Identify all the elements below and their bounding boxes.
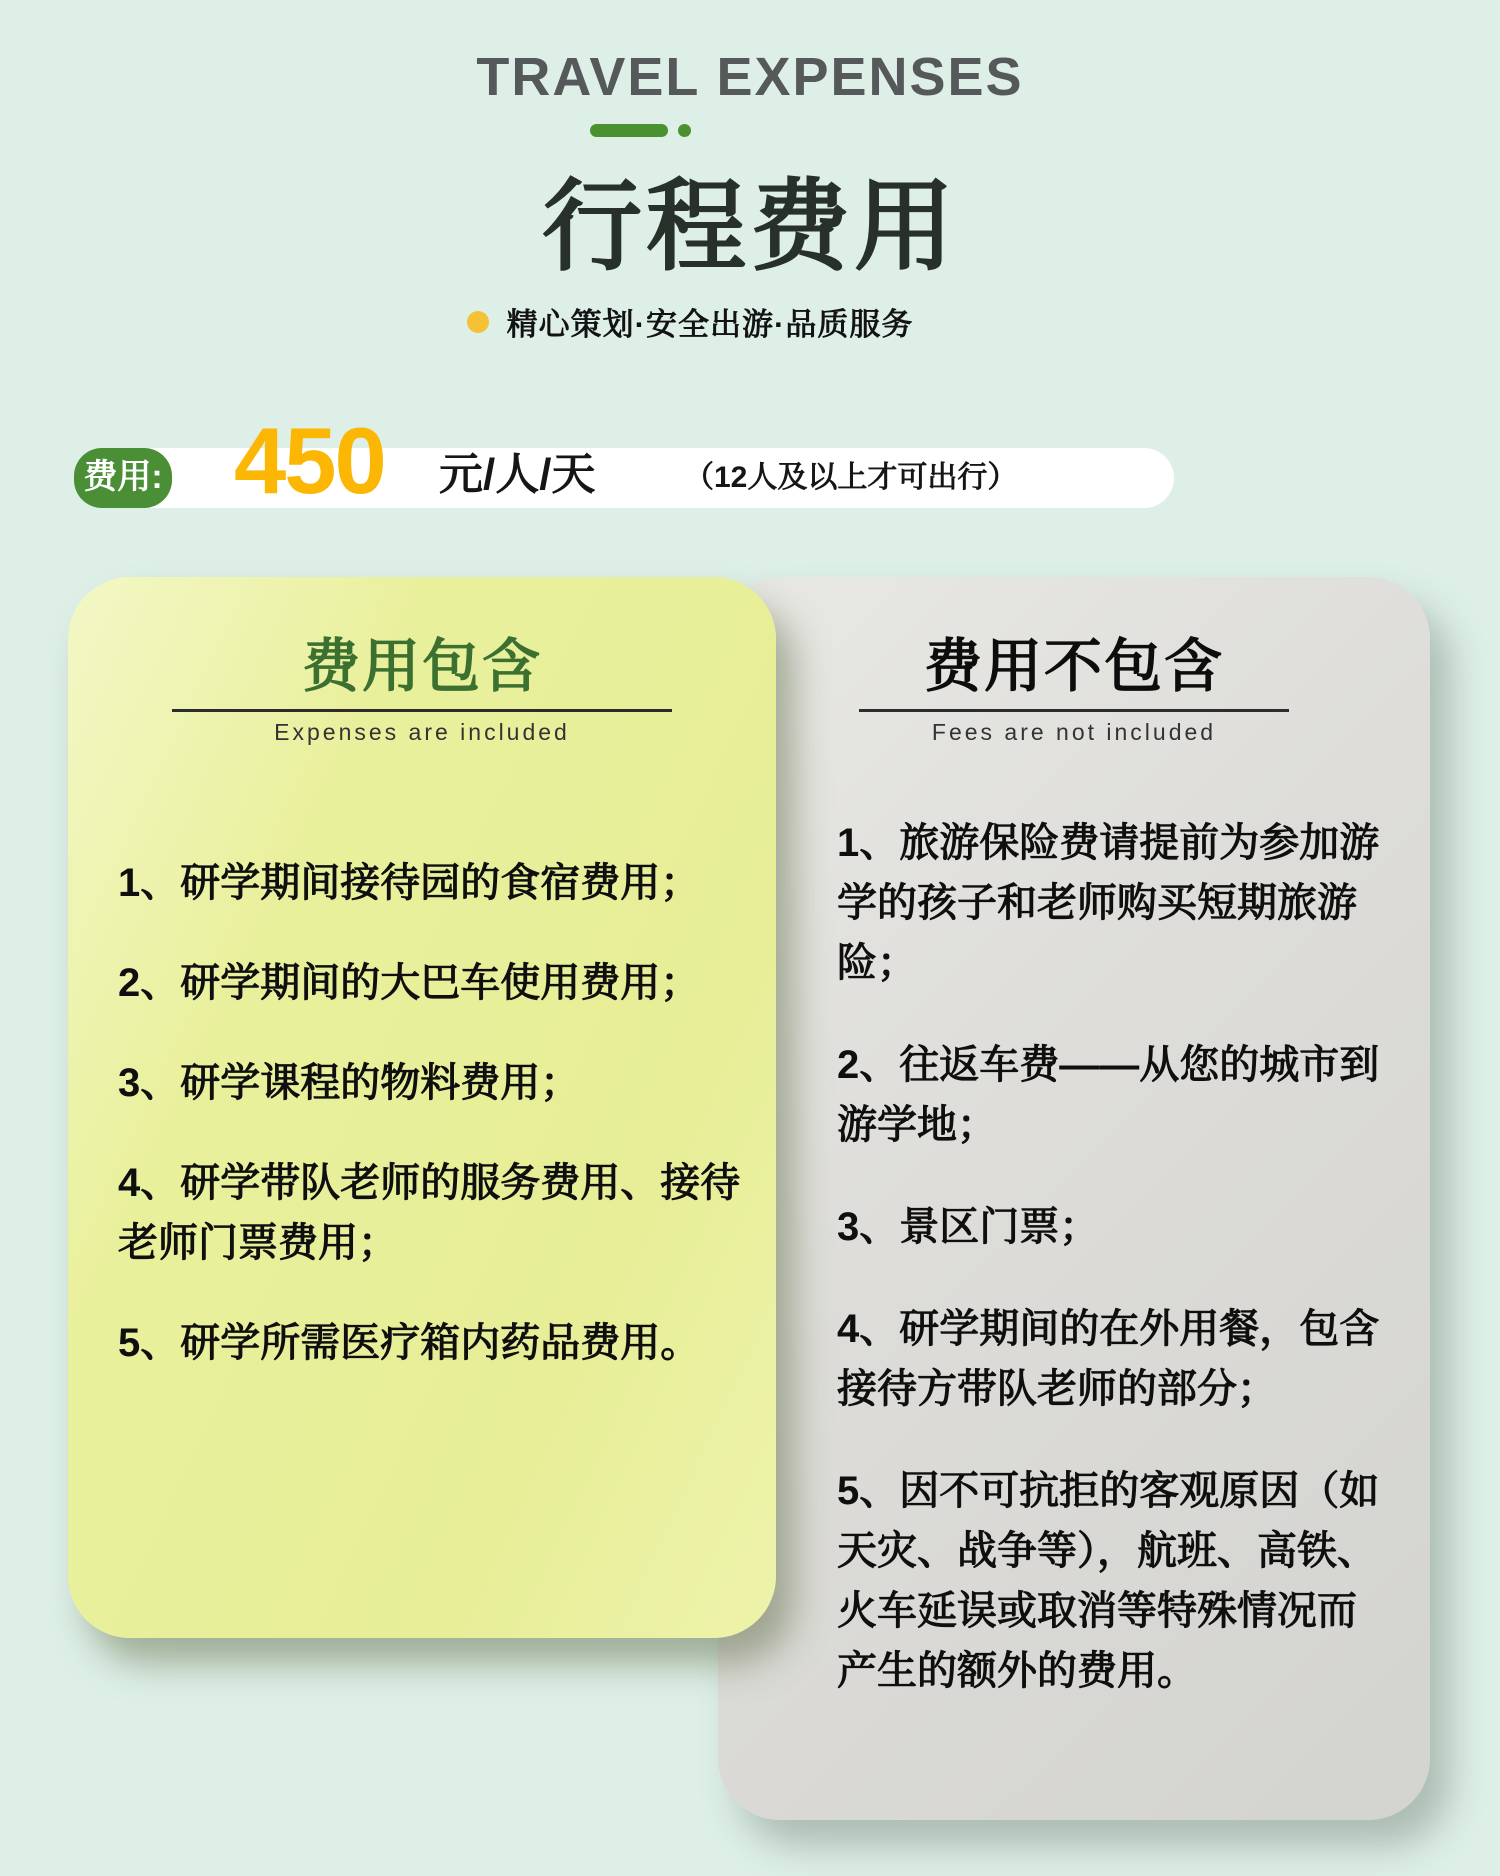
list-item: 3、景区门票； xyxy=(837,1205,1100,1249)
price-unit: 元/人/天 xyxy=(439,450,596,499)
fees-included-card xyxy=(68,577,776,1638)
fees-excluded-card xyxy=(718,577,1430,1820)
list-item: 1、旅游保险费请提前为参加游学的孩子和老师购买短期旅游险； xyxy=(837,821,1380,985)
tagline-row xyxy=(0,299,1500,344)
price-amount: 450 xyxy=(234,408,385,513)
excluded-title-underline xyxy=(859,709,1289,712)
page-title-zh: 行程费用 xyxy=(542,171,958,283)
price-bar xyxy=(74,408,1174,513)
excluded-card-header xyxy=(718,577,1430,746)
excluded-card-title: 费用不包含 xyxy=(923,634,1224,699)
list-item: 4、研学期间的在外用餐，包含接待方带队老师的部分； xyxy=(837,1307,1380,1411)
bullet-dot-icon xyxy=(467,311,489,333)
list-item: 2、研学期间的大巴车使用费用； xyxy=(118,961,701,1005)
excluded-card-subtitle: Fees are not included xyxy=(931,719,1217,745)
tagline-text: 精心策划·安全出游·品质服务 xyxy=(506,307,914,342)
included-item-list xyxy=(118,853,742,1413)
list-item: 5、研学所需医疗箱内药品费用。 xyxy=(118,1321,701,1365)
title-divider xyxy=(590,124,691,137)
list-item: 2、往返车费——从您的城市到游学地； xyxy=(837,1043,1380,1147)
list-item: 3、研学课程的物料费用； xyxy=(118,1061,581,1105)
list-item: 5、因不可抗拒的客观原因（如天灾、战争等），航班、高铁、火车延误或取消等特殊情况而产生的额外的费用。 xyxy=(837,1469,1380,1693)
price-note: （12人及以上才可出行） xyxy=(684,461,1018,494)
price-label-badge: 费用: xyxy=(74,448,172,508)
list-item: 4、研学带队老师的服务费用、接待老师门票费用； xyxy=(118,1161,741,1265)
tagline-inner xyxy=(467,299,914,344)
page-title-en: TRAVEL EXPENSES xyxy=(476,47,1024,107)
list-item: 1、研学期间接待园的食宿费用； xyxy=(118,861,701,905)
included-card-header xyxy=(68,577,776,746)
included-card-title: 费用包含 xyxy=(301,634,542,699)
excluded-item-list xyxy=(837,813,1382,1743)
divider-bar-icon xyxy=(590,124,668,137)
included-title-underline xyxy=(172,709,672,712)
included-card-subtitle: Expenses are included xyxy=(274,719,570,745)
divider-dot-icon xyxy=(678,124,691,137)
